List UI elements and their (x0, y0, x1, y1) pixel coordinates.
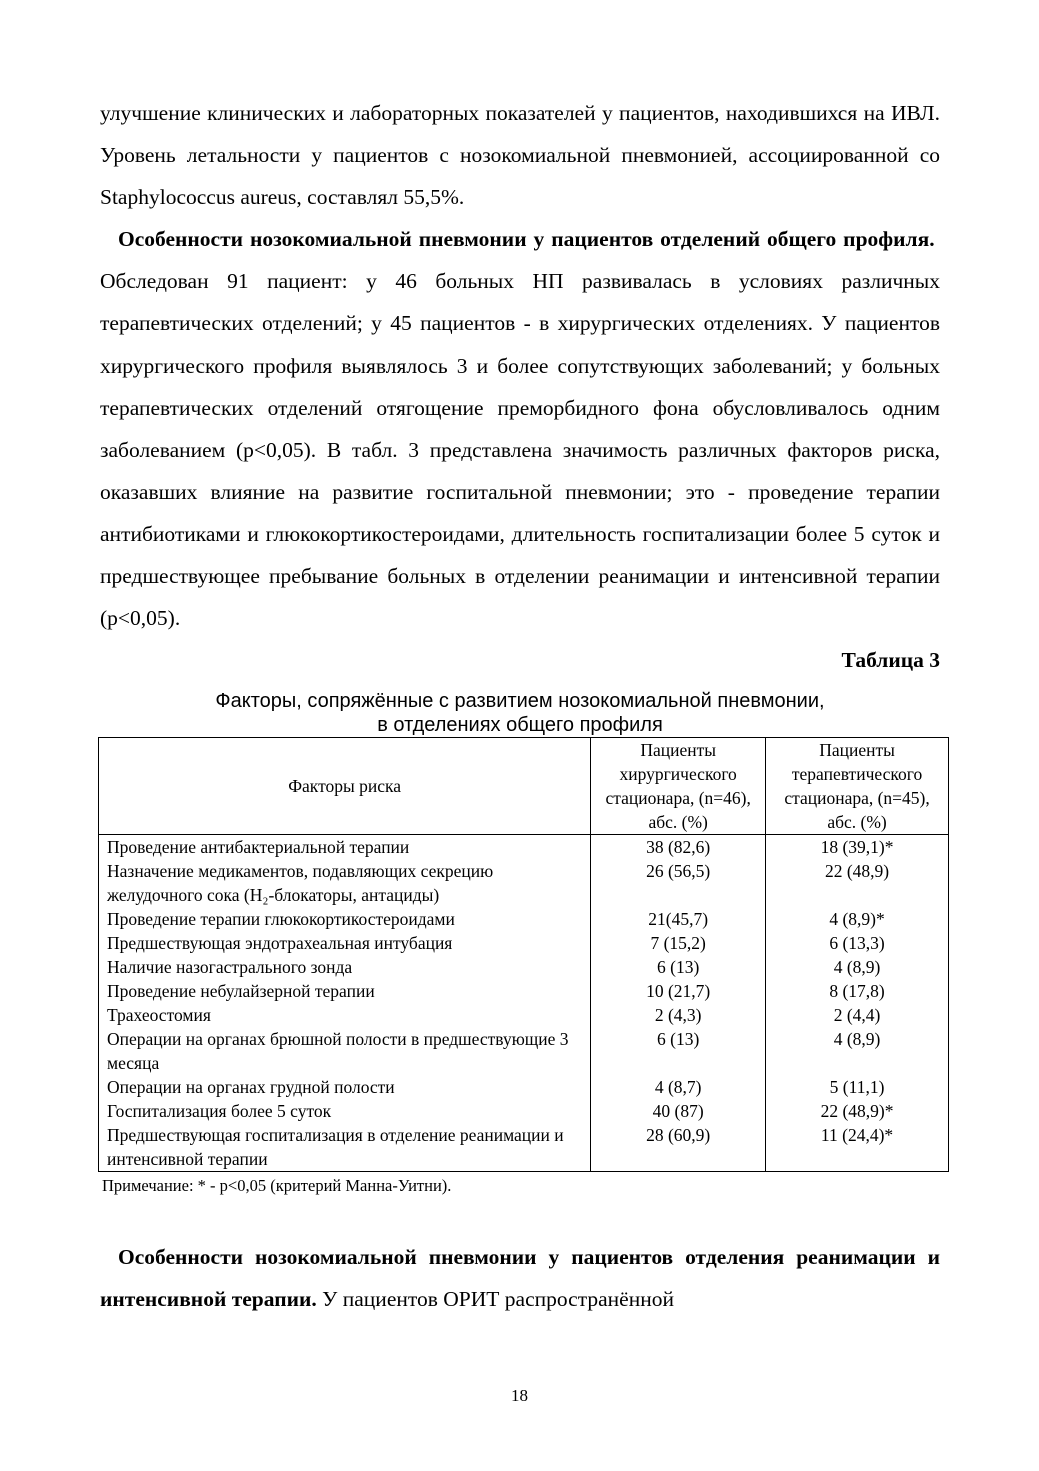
table-caption-line-2: в отделениях общего профиля (377, 714, 663, 737)
cell-risk-factor: Трахеостомия (99, 1003, 591, 1027)
paragraph-1: улучшение клинических и лабораторных показателей у пациентов, находившихся на ИВЛ. Уровень летальности у пациентов с нозокомиальной пневмонией, ассоциированной со Staphylococcus aureus, составлял 55,5%. (100, 101, 940, 210)
table-caption-line-1: Факторы, сопряжённые с развитием нозокомиальной пневмонии, (215, 690, 825, 713)
header-risk-factors: Факторы риска (99, 738, 591, 835)
table-row (99, 835, 949, 860)
cell-therapeutic-value: 4 (8,9) (766, 1027, 949, 1075)
table-row (99, 1075, 949, 1099)
cell-surgical-value: 28 (60,9) (591, 1123, 766, 1172)
cell-surgical-value: 4 (8,7) (591, 1075, 766, 1099)
header-surgical-patients: Пациенты хирургического стационара, (n=46), абс. (%) (591, 738, 766, 835)
cell-risk-factor: Назначение медикаментов, подавляющих секрецию желудочного сока (H₂-блокаторы, антациды) (99, 859, 591, 907)
cell-risk-factor: Операции на органах брюшной полости в предшествующие 3 месяца (99, 1027, 591, 1075)
section-2-text: У пациентов ОРИТ распространённой (322, 1287, 674, 1312)
table-row (99, 955, 949, 979)
cell-risk-factor: Предшествующая госпитализация в отделение реанимации и интенсивной терапии (99, 1123, 591, 1172)
page-number: 18 (511, 1386, 528, 1405)
cell-therapeutic-value: 8 (17,8) (766, 979, 949, 1003)
table-row (99, 1099, 949, 1123)
section-1-paragraph (100, 218, 940, 639)
cell-therapeutic-value: 6 (13,3) (766, 931, 949, 955)
table-row (99, 979, 949, 1003)
cell-therapeutic-value: 4 (8,9)* (766, 907, 949, 931)
section-2-paragraph (100, 1236, 940, 1320)
cell-surgical-value: 38 (82,6) (591, 835, 766, 860)
table-row (99, 1123, 949, 1172)
page-content (100, 92, 940, 1320)
cell-surgical-value: 6 (13) (591, 955, 766, 979)
cell-risk-factor: Проведение терапии глюкокортикостероидами (99, 907, 591, 931)
table-row (99, 907, 949, 931)
section-1-heading: Особенности нозокомиальной пневмонии у пациентов отделений общего профиля. (118, 227, 935, 252)
table-row (99, 1003, 949, 1027)
table-header-row (99, 738, 949, 835)
cell-surgical-value: 7 (15,2) (591, 931, 766, 955)
table-note: Примечание: * - p<0,05 (критерий Манна-Уитни). (102, 1176, 452, 1196)
cell-therapeutic-value: 18 (39,1)* (766, 835, 949, 860)
cell-risk-factor: Наличие назогастрального зонда (99, 955, 591, 979)
cell-risk-factor: Проведение небулайзерной терапии (99, 979, 591, 1003)
cell-therapeutic-value: 11 (24,4)* (766, 1123, 949, 1172)
table-row (99, 1027, 949, 1075)
section-1-text: Обследован 91 пациент: у 46 больных НП развивалась в условиях различных терапевтических отделений; у 45 пациентов - в хирургических отделениях. У пациентов хирургического профиля выявлялось 3 и более сопутствующих заболеваний; у больных терапевтических отделений отягощение преморбидного фона обусловливалось одним заболеванием (p<0,05). В табл. 3 представлена значимость различных факторов риска, оказавших влияние на развитие госпитальной пневмонии; это - проведение терапии антибиотиками и глюкокортикостероидами, длительность госпитализации более 5 суток и предшествующее пребывание больных в отделении реанимации и интенсивной терапии (p<0,05). (100, 269, 940, 631)
table-row (99, 931, 949, 955)
table-label: Таблица 3 (841, 648, 940, 673)
table-body (99, 835, 949, 1172)
cell-therapeutic-value: 4 (8,9) (766, 955, 949, 979)
cell-surgical-value: 2 (4,3) (591, 1003, 766, 1027)
section-2-heading: Особенности нозокомиальной пневмонии у пациентов отделения реанимации и интенсивной терапии. (100, 1245, 940, 1312)
table-caption (100, 689, 940, 737)
cell-surgical-value: 6 (13) (591, 1027, 766, 1075)
cell-therapeutic-value: 2 (4,4) (766, 1003, 949, 1027)
cell-surgical-value: 10 (21,7) (591, 979, 766, 1003)
cell-therapeutic-value: 22 (48,9)* (766, 1099, 949, 1123)
cell-surgical-value: 21(45,7) (591, 907, 766, 931)
risk-factors-table (98, 737, 949, 1172)
cell-surgical-value: 40 (87) (591, 1099, 766, 1123)
cell-risk-factor: Операции на органах грудной полости (99, 1075, 591, 1099)
cell-risk-factor: Проведение антибактериальной терапии (99, 835, 591, 860)
cell-risk-factor: Госпитализация более 5 суток (99, 1099, 591, 1123)
cell-risk-factor: Предшествующая эндотрахеальная интубация (99, 931, 591, 955)
cell-surgical-value: 26 (56,5) (591, 859, 766, 907)
header-therapeutic-patients: Пациенты терапевтического стационара, (n=45), абс. (%) (766, 738, 949, 835)
cell-therapeutic-value: 5 (11,1) (766, 1075, 949, 1099)
cell-therapeutic-value: 22 (48,9) (766, 859, 949, 907)
table-row (99, 859, 949, 907)
